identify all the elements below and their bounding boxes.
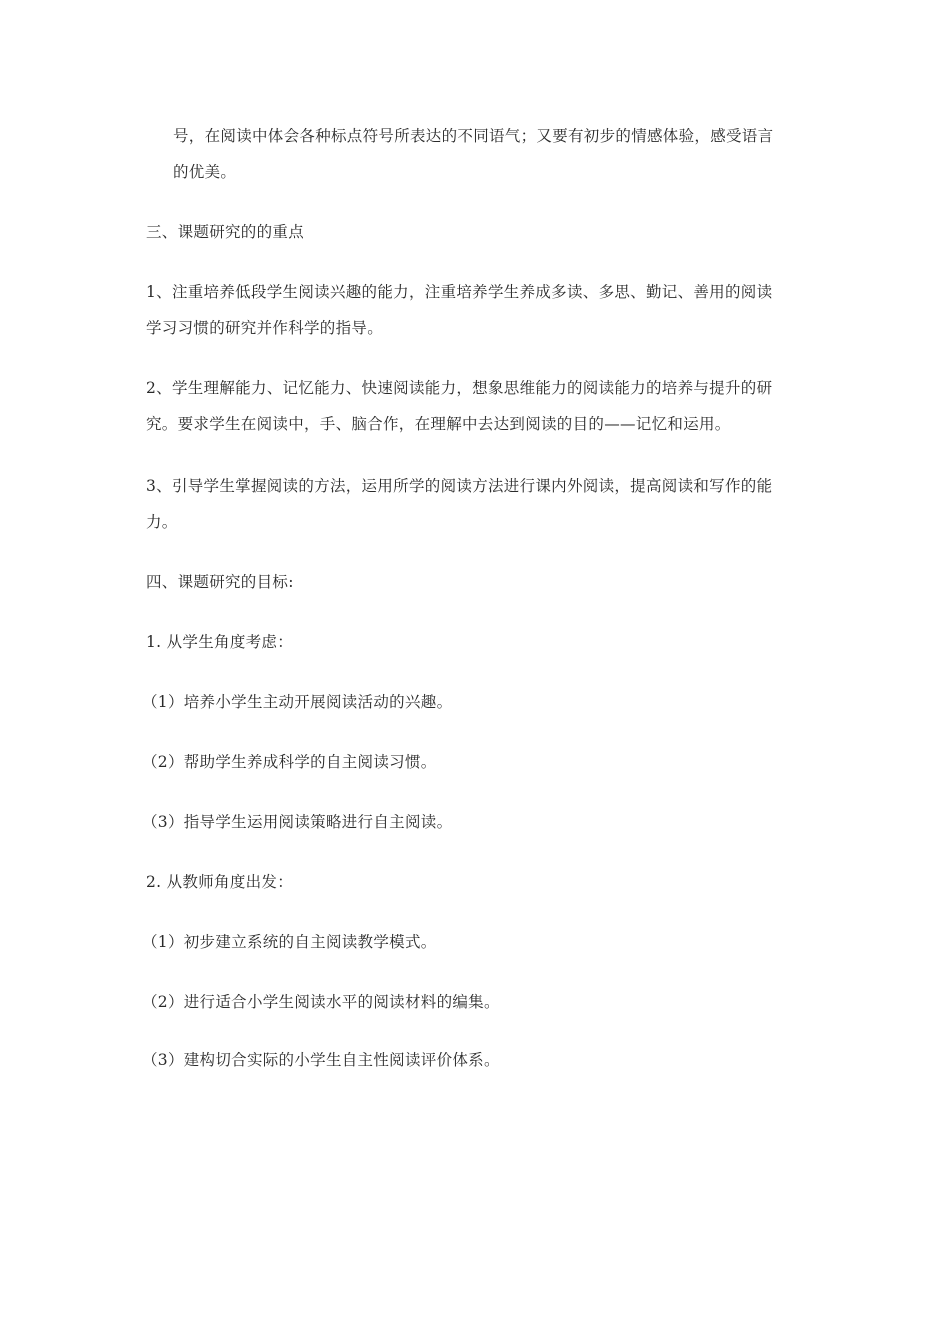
continuation-line-2: 的优美。 [173, 163, 237, 181]
teacher-goal-item-2: （2）进行适合小学生阅读水平的阅读材料的编集。 [142, 993, 500, 1011]
student-goals-heading: 1. 从学生角度考虑： [146, 633, 294, 651]
student-goal-item-1: （1）培养小学生主动开展阅读活动的兴趣。 [142, 693, 453, 711]
section-3-item-2-line-1: 2、学生理解能力、记忆能力、快速阅读能力，想象思维能力的阅读能力的培养与提升的研 [146, 379, 773, 397]
section-3-heading: 三、课题研究的的重点 [146, 223, 305, 241]
section-3-item-3-line-2: 力。 [146, 513, 178, 531]
student-goal-item-2: （2）帮助学生养成科学的自主阅读习惯。 [142, 753, 437, 771]
teacher-goal-item-1: （1）初步建立系统的自主阅读教学模式。 [142, 933, 437, 951]
teacher-goal-item-3: （3）建构切合实际的小学生自主性阅读评价体系。 [142, 1051, 500, 1069]
section-3-item-3-line-1: 3、引导学生掌握阅读的方法，运用所学的阅读方法进行课内外阅读，提高阅读和写作的能 [146, 477, 773, 495]
teacher-goals-heading: 2. 从教师角度出发： [146, 873, 294, 891]
section-3-item-1-line-2: 学习习惯的研究并作科学的指导。 [146, 319, 384, 337]
section-4-heading: 四、课题研究的目标: [146, 573, 294, 591]
student-goal-item-3: （3）指导学生运用阅读策略进行自主阅读。 [142, 813, 453, 831]
section-3-item-2-line-2: 究。要求学生在阅读中，手、脑合作，在理解中去达到阅读的目的——记忆和运用。 [146, 415, 731, 433]
continuation-line-1: 号，在阅读中体会各种标点符号所表达的不同语气；又要有初步的情感体验，感受语言 [173, 127, 774, 145]
section-3-item-1-line-1: 1、注重培养低段学生阅读兴趣的能力，注重培养学生养成多读、多思、勤记、善用的阅读 [146, 283, 773, 301]
